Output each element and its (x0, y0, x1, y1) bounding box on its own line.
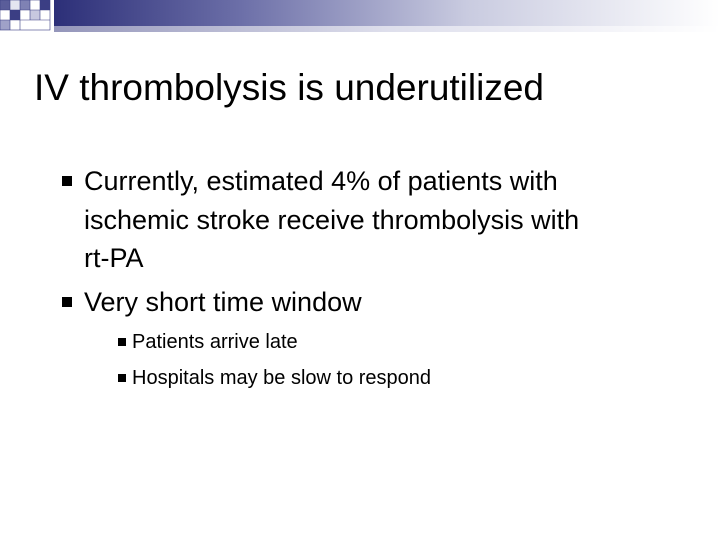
slide-title: IV thrombolysis is underutilized (34, 67, 544, 108)
sub-bullet-1: Patients arrive late (132, 331, 298, 353)
bullet-1-line-1: Currently, estimated 4% of patients with (84, 166, 558, 196)
grid-squares-decoration (0, 0, 60, 34)
sub-bullet-square-icon (118, 338, 126, 346)
bullet-2-line-1: Very short time window (84, 287, 362, 317)
header-decoration (0, 0, 720, 34)
bullet-square-icon (62, 176, 72, 186)
bullet-1-line-3: rt-PA (84, 243, 144, 273)
bullet-square-icon (62, 297, 72, 307)
header-gradient-bar (54, 0, 720, 26)
sub-bullet-square-icon (118, 374, 126, 382)
sub-bullet-2: Hospitals may be slow to respond (132, 367, 432, 389)
header-gradient-underline (54, 26, 720, 32)
bullet-1-line-2: ischemic stroke receive thrombolysis with (84, 205, 580, 235)
